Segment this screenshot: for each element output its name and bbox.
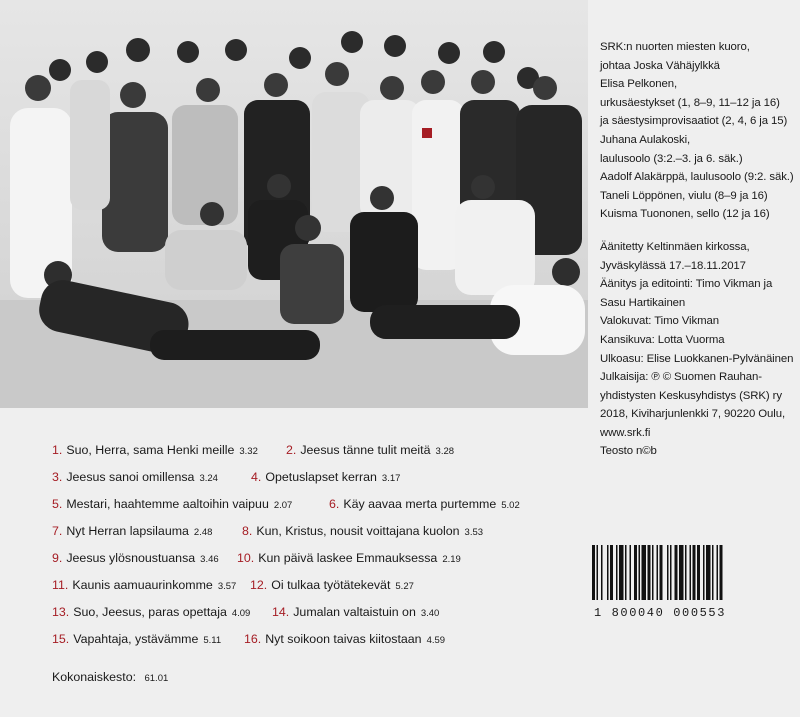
track-row [52, 524, 592, 551]
track-duration: 3.32 [239, 446, 258, 457]
credits-spacer [600, 224, 796, 238]
track-title: Jeesus sanoi omillensa [66, 470, 195, 484]
credits-line: Äänitys ja editointi: Timo Vikman ja [600, 278, 773, 291]
track-item [272, 605, 439, 619]
track-item [52, 443, 258, 457]
credits-line: urkusäestykset (1, 8–9, 11–12 ja 16) [600, 96, 780, 109]
track-number: 11. [52, 578, 69, 592]
credits-line: Teosto n©b [600, 445, 657, 458]
track-item [242, 524, 483, 538]
credits-line: Jyväskylässä 17.–18.11.2017 [600, 259, 746, 272]
barcode-bar [639, 545, 641, 600]
track-row [52, 605, 592, 632]
track-item [237, 551, 461, 565]
track-item [244, 632, 445, 646]
track-title: Mestari, haahtemme aaltoihin vaipuu [66, 497, 269, 511]
barcode-digits: 1 800040 000553 [594, 606, 727, 620]
track-title: Suo, Jeesus, paras opettaja [73, 605, 227, 619]
track-row [52, 497, 592, 524]
barcode-bar [660, 545, 663, 600]
track-duration: 3.46 [200, 554, 219, 565]
credits-line: laulusoolo (3:2.–3. ja 6. säk.) [600, 152, 743, 165]
barcode-bar [616, 545, 618, 600]
track-number: 5. [52, 497, 63, 511]
track-number: 3. [52, 470, 63, 484]
track-number: 4. [251, 470, 262, 484]
track-duration: 5.02 [501, 500, 520, 511]
track-duration: 3.17 [381, 473, 401, 484]
track-title: Nyt Herran lapsilauma [66, 524, 189, 538]
track-number: 14. [272, 605, 290, 619]
barcode-bar [679, 545, 684, 600]
track-title: Vapahtaja, ystävämme [73, 632, 199, 646]
credits-line: Valokuvat: Timo Vikman [600, 315, 719, 328]
barcode-bar [634, 545, 637, 600]
track-duration: 2.48 [193, 527, 213, 538]
barcode-bar [642, 545, 647, 600]
barcode-bar [690, 545, 692, 600]
track-duration: 4.09 [231, 608, 251, 619]
track-row [52, 632, 592, 659]
total-value: 61.01 [144, 673, 169, 684]
barcode-bar [697, 545, 700, 600]
track-item [52, 524, 212, 538]
track-item [52, 497, 292, 511]
credits-line: Elisa Pelkonen, [600, 78, 678, 91]
track-row [52, 470, 592, 497]
track-number: 7. [52, 524, 63, 538]
credits-line: SRK:n nuorten miesten kuoro, [600, 41, 750, 53]
track-number: 2. [286, 443, 297, 457]
barcode-bar [720, 545, 723, 600]
barcode-bar [712, 545, 714, 600]
track-title: Opetuslapset kerran [265, 470, 377, 484]
track-duration: 5.27 [395, 581, 414, 592]
tracklist [52, 443, 592, 659]
track-duration: 3.24 [199, 473, 218, 484]
credits-line: Juhana Aulakoski, [600, 133, 691, 146]
track-number: 15. [52, 632, 70, 646]
barcode-bar [685, 545, 687, 600]
track-title: Kun päivä laskee Emmauksessa [258, 551, 438, 565]
track-title: Kun, Kristus, nousit voittajana kuolon [256, 524, 460, 538]
track-item [286, 443, 454, 457]
track-duration: 3.53 [464, 527, 484, 538]
track-title: Suo, Herra, sama Henki meille [66, 443, 235, 457]
barcode-bar [592, 545, 595, 600]
track-number: 16. [244, 632, 262, 646]
barcode-bar [652, 545, 654, 600]
credits-line: Kansikuva: Lotta Vuorma [600, 333, 725, 346]
total-duration [52, 670, 168, 684]
total-label: Kokonaiskesto: [52, 670, 137, 684]
barcode-bar [667, 545, 669, 600]
choir-group-photo [0, 0, 588, 408]
barcode-bar [619, 545, 624, 600]
credits-line: www.srk.fi [600, 426, 651, 439]
barcode-bar [648, 545, 651, 600]
track-item [329, 497, 520, 511]
barcode-bar [610, 545, 613, 600]
track-item [52, 578, 236, 592]
track-title: Oi tulkaa työtätekevät [271, 578, 391, 592]
barcode-bar [717, 545, 719, 600]
track-item [52, 551, 219, 565]
barcode [588, 545, 788, 620]
track-duration: 3.57 [217, 581, 237, 592]
barcode-bar [601, 545, 603, 600]
credits-line: yhdistysten Keskusyhdistys (SRK) ry [600, 389, 782, 402]
track-number: 10. [237, 551, 255, 565]
barcode-bar [703, 545, 705, 600]
track-number: 9. [52, 551, 63, 565]
credits-line: Taneli Löppönen, viulu (8–9 ja 16) [600, 189, 768, 202]
barcode-bar [675, 545, 678, 600]
credits-line: ja säestysimprovisaatiot (2, 4, 6 ja 15) [600, 115, 788, 128]
credits-text [600, 38, 796, 461]
track-item [52, 632, 221, 646]
barcode-bar [693, 545, 696, 600]
track-number: 12. [250, 578, 268, 592]
track-item [52, 470, 218, 484]
track-item [251, 470, 400, 484]
track-item [52, 605, 250, 619]
barcode-bar [597, 545, 599, 600]
track-number: 13. [52, 605, 70, 619]
track-duration: 3.28 [435, 446, 455, 457]
track-item [250, 578, 414, 592]
track-title: Jumalan valtaistuin on [293, 605, 416, 619]
barcode-bars [588, 545, 788, 600]
barcode-bar [630, 545, 632, 600]
barcode-bar [607, 545, 609, 600]
track-row [52, 551, 592, 578]
barcode-bar [625, 545, 627, 600]
credits-line: Aadolf Alakärppä, laulusoolo (9:2. säk.) [600, 171, 794, 184]
track-number: 8. [242, 524, 253, 538]
track-row [52, 443, 592, 470]
credits-line: Kuisma Tuononen, sello (12 ja 16) [600, 208, 770, 221]
track-title: Jeesus tänne tulit meitä [300, 443, 431, 457]
credits-line: 2018, Kiviharjunlenkki 7, 90220 Oulu, [600, 408, 786, 421]
track-duration: 4.59 [426, 635, 446, 646]
track-duration: 2.07 [273, 500, 293, 511]
credits-line: Julkaisija: ℗ © Suomen Rauhan- [600, 371, 762, 384]
track-title: Nyt soikoon taivas kiitostaan [265, 632, 422, 646]
credits-line: Äänitetty Keltinmäen kirkossa, [600, 240, 750, 253]
track-number: 1. [52, 443, 63, 457]
track-row [52, 578, 592, 605]
track-duration: 5.11 [203, 635, 222, 646]
track-title: Kaunis aamuaurinkomme [72, 578, 213, 592]
credits-line: Ulkoasu: Elise Luokkanen-Pylvänäinen [600, 352, 794, 365]
track-number: 6. [329, 497, 340, 511]
credits-line: Sasu Hartikainen [600, 296, 686, 309]
track-title: Käy aavaa merta purtemme [343, 497, 497, 511]
photo-illustration [0, 0, 588, 408]
track-duration: 3.40 [420, 608, 440, 619]
barcode-bar [657, 545, 659, 600]
track-title: Jeesus ylösnoustuansa [66, 551, 196, 565]
barcode-bar [706, 545, 711, 600]
track-duration: 2.19 [442, 554, 461, 565]
barcode-bar [670, 545, 672, 600]
credits-line: johtaa Joska Vähäjylkkä [600, 59, 720, 72]
